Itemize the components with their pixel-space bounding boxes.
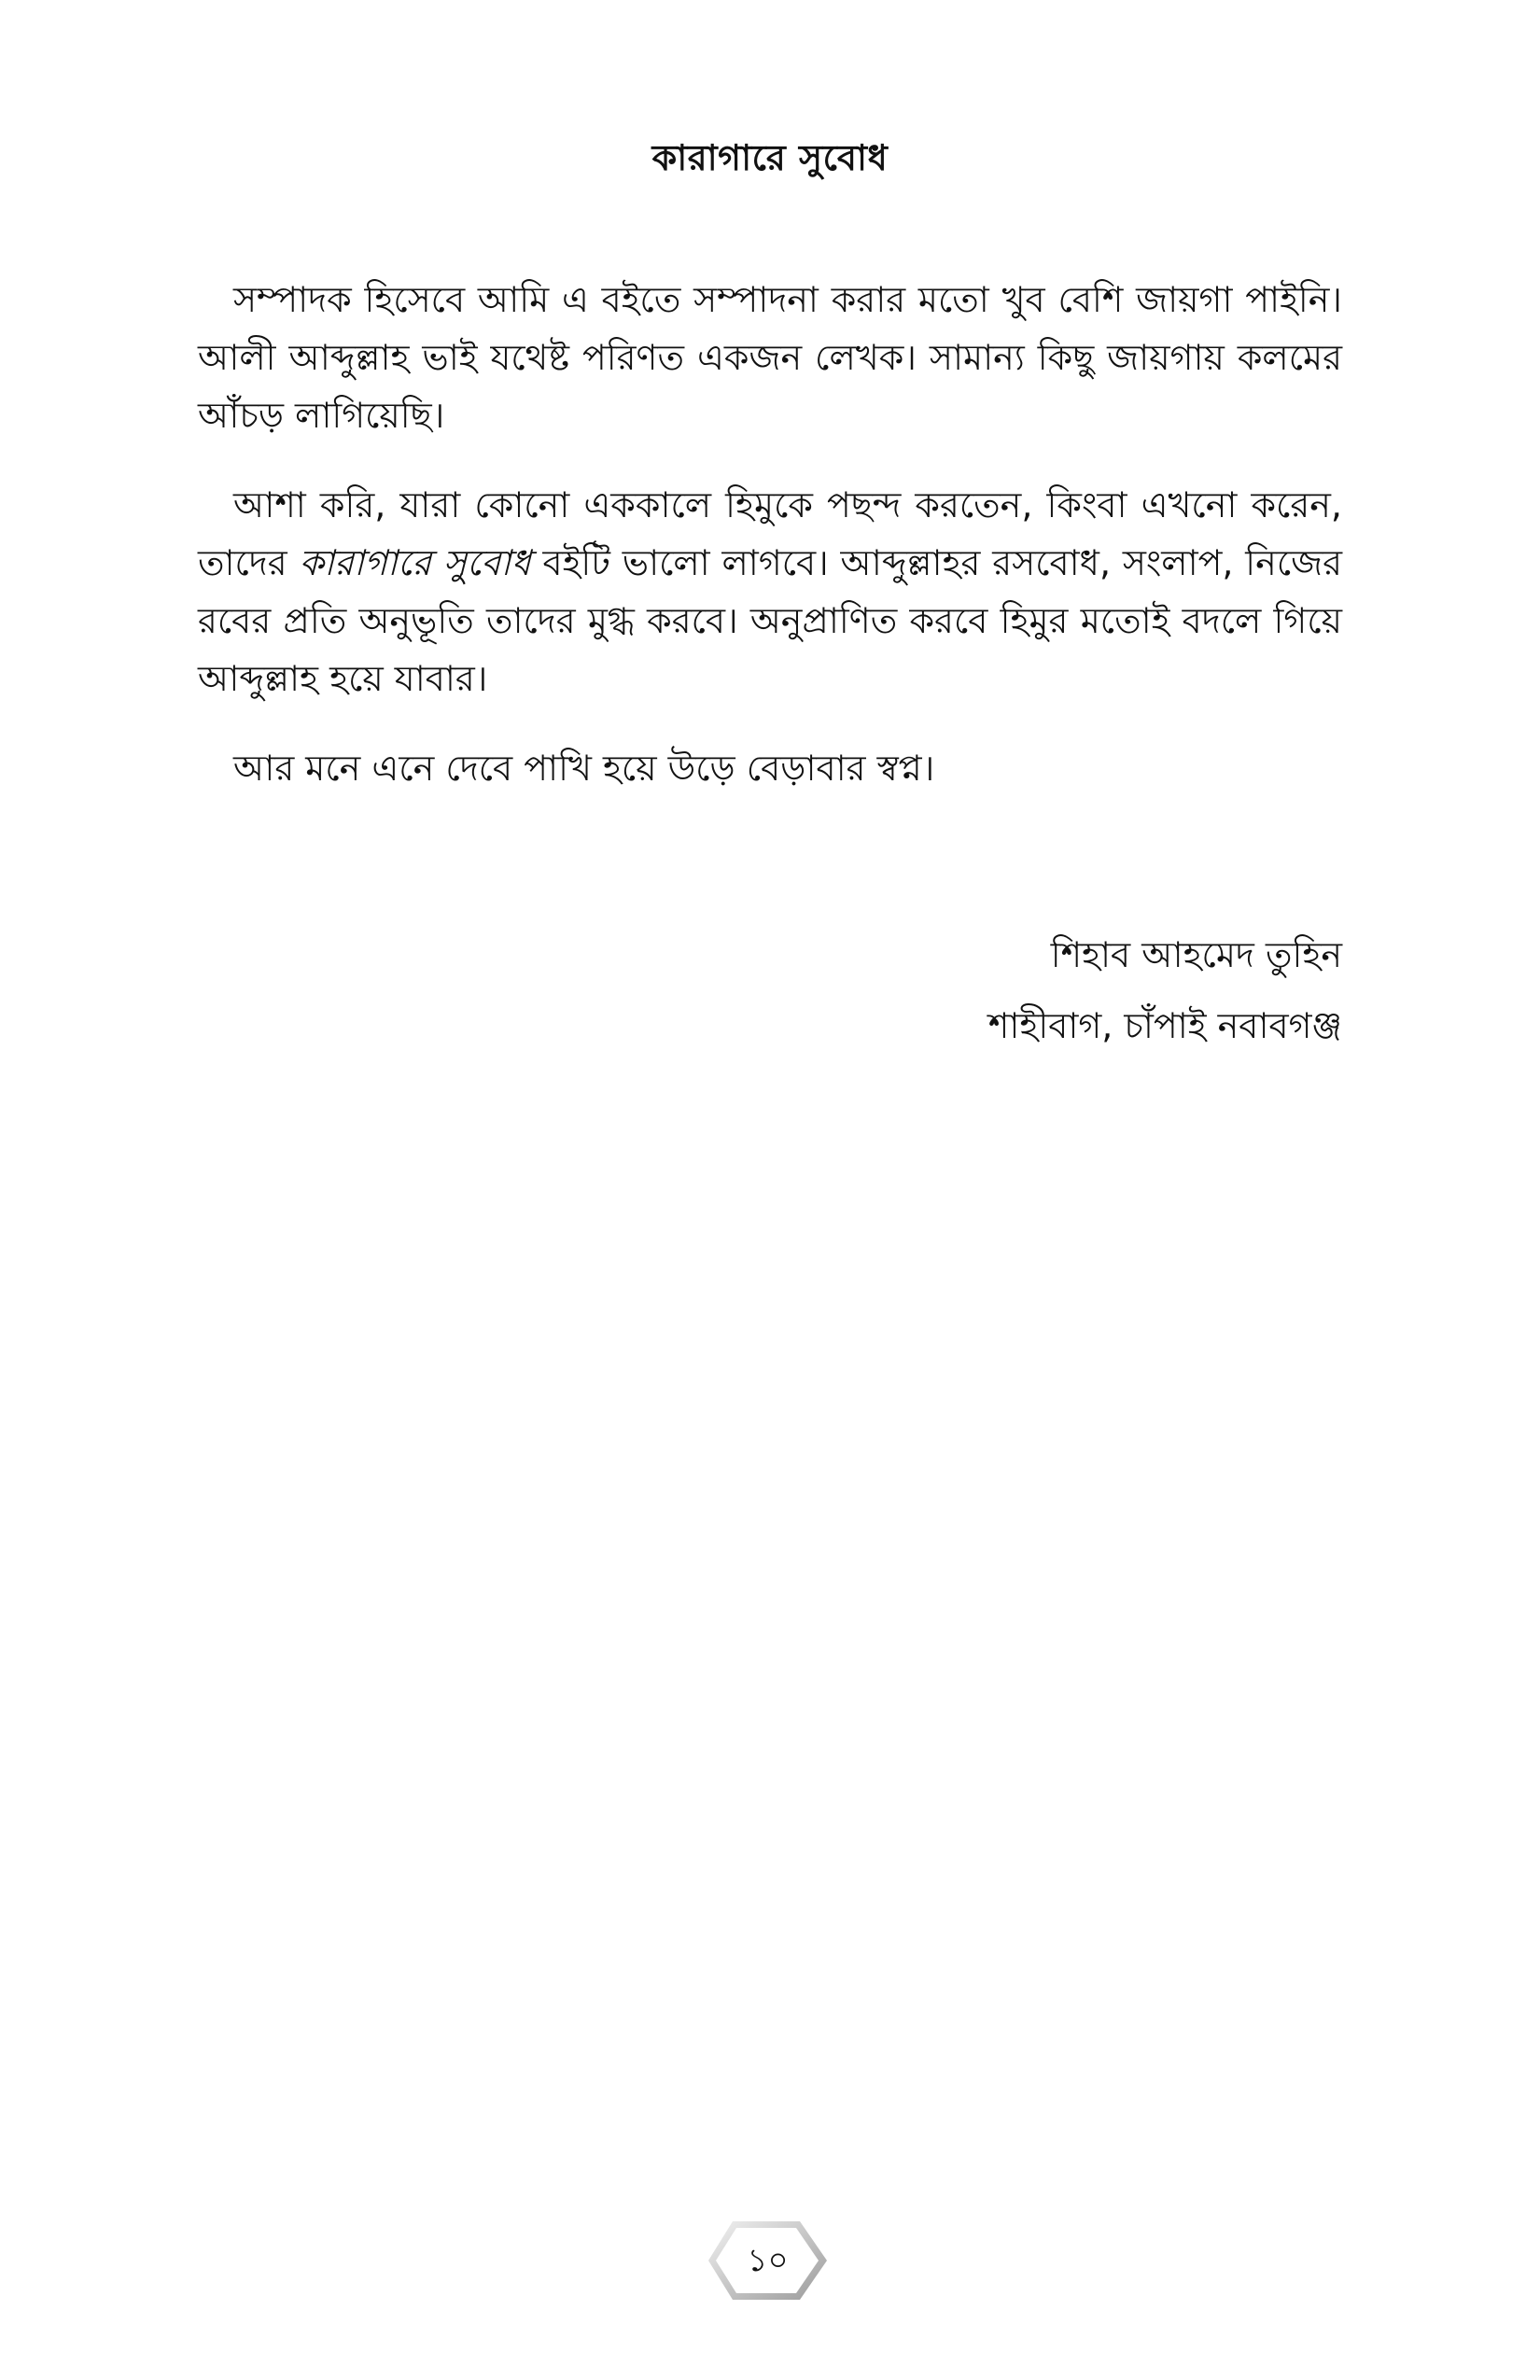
body-text	[198, 271, 1342, 829]
signature-name: শিহাব আহমেদ তুহিন	[1050, 934, 1342, 975]
paragraph-2-part-1: আশা করি, যারা কোনো এককালে হিমুকে পছন্দ করতেন, কিংবা এখনো করেন, তাদের	[198, 484, 1342, 583]
signature-place: শাহীবাগ, চাঁপাই নবাবগঞ্জ	[987, 1005, 1342, 1046]
paragraph-2-part-2: বইটি ভালো লাগবে। আব্দুল্লাহর রসবোধ, সংলাপ, নিজের রবের প্রতি অনুভূতি তাদের মুগ্ধ করবে। অনুপ্রাণিত করবে হিমুর মতোই বদলে গিয়ে আব্দুল্লাহ হয়ে যাবার।	[198, 542, 1342, 699]
running-title: কারাগারে সুবোধ	[651, 137, 889, 178]
paragraph-1: সম্পাদক হিসেবে আমি এ বইতে সম্পাদনা করার মতো খুব বেশি জায়গা পাইনি। আলী আব্দুল্লাহ ভাই যথেষ্ট পরিণত একজন লেখক। সামান্য কিছু জায়গায় কলমের আঁচড় লাগিয়েছি।	[198, 279, 1342, 436]
paragraph-2	[198, 476, 1342, 707]
page-number-badge	[705, 2218, 831, 2303]
book-title-italic: কারাগারে সুবোধ	[299, 542, 531, 583]
page-number: ১০	[747, 2242, 789, 2279]
paragraph-3: আর মনে এনে দেবে পাখি হয়ে উড়ে বেড়াবার স্বপ্ন।	[233, 748, 935, 789]
signature-block	[198, 919, 1342, 1061]
